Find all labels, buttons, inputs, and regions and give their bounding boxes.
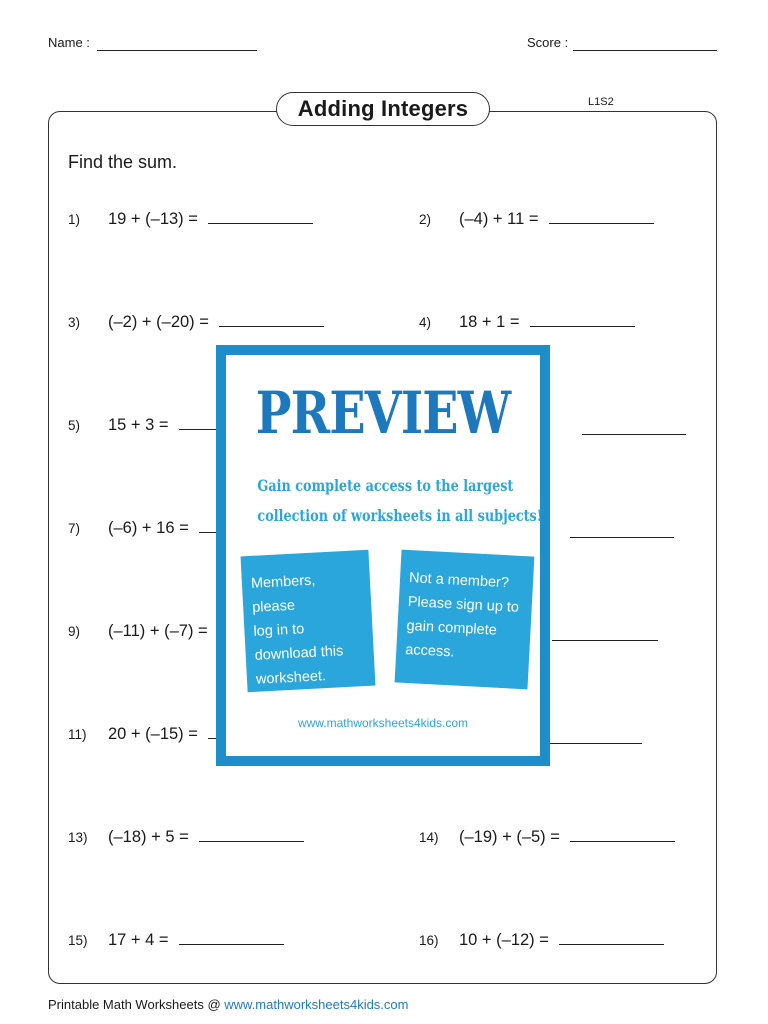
problem-expression: (–4) + 11 = — [459, 210, 539, 228]
problem-expression: 18 + 1 = — [459, 313, 520, 331]
problem-4 — [419, 313, 635, 332]
signup-card-line: gain complete — [406, 617, 498, 639]
answer-line[interactable] — [570, 840, 675, 842]
answer-line[interactable] — [199, 840, 304, 842]
problem-15 — [68, 931, 284, 950]
score-field[interactable] — [573, 50, 717, 51]
preview-subtitle — [257, 471, 543, 531]
level-code: L1S2 — [588, 96, 614, 108]
members-card-line: worksheet. — [255, 668, 327, 688]
answer-line-12[interactable] — [550, 743, 642, 744]
problem-number: 7) — [68, 521, 81, 536]
footer-text: Printable Math Worksheets @ — [48, 997, 225, 1012]
signup-card-line: Not a member? — [408, 570, 510, 592]
problem-3 — [68, 313, 324, 332]
answer-line[interactable] — [530, 325, 635, 327]
answer-line-10[interactable] — [552, 640, 658, 641]
footer-link[interactable]: www.mathworksheets4kids.com — [224, 997, 409, 1012]
preview-overlay — [216, 345, 550, 766]
preview-subtitle-line2: collection of worksheets in all subjects! — [257, 506, 543, 525]
problem-expression: (–6) + 16 = — [108, 519, 189, 537]
problem-2 — [419, 210, 654, 229]
problem-number: 5) — [68, 418, 81, 433]
problem-expression: (–18) + 5 = — [108, 828, 189, 846]
problem-16 — [419, 931, 664, 950]
problem-number: 4) — [419, 315, 432, 330]
answer-line[interactable] — [549, 222, 654, 224]
problem-expression: (–11) + (–7) = — [108, 622, 208, 640]
preview-panel — [226, 355, 543, 756]
problem-number: 14) — [419, 830, 439, 845]
problem-expression: 15 + 3 = — [108, 416, 169, 434]
signup-card[interactable] — [395, 550, 535, 690]
worksheet-title — [276, 92, 490, 126]
problem-14 — [419, 828, 675, 847]
name-label: Name : — [48, 35, 90, 50]
problem-number: 13) — [68, 830, 88, 845]
members-login-card[interactable] — [241, 550, 376, 693]
members-card-line: Members, please — [250, 572, 316, 616]
preview-title: PREVIEW — [255, 379, 511, 447]
problem-number: 9) — [68, 624, 81, 639]
preview-url-link[interactable]: www.mathworksheets4kids.com — [297, 716, 469, 730]
score-label: Score : — [527, 35, 569, 50]
name-field[interactable] — [97, 50, 257, 51]
problem-expression: (–2) + (–20) = — [108, 313, 209, 331]
answer-line-8[interactable] — [570, 537, 674, 538]
members-card-line: download this — [254, 643, 344, 664]
answer-line[interactable] — [179, 943, 284, 945]
answer-line-6[interactable] — [582, 434, 686, 435]
problem-expression: 20 + (–15) = — [108, 725, 198, 743]
problem-expression: (–19) + (–5) = — [459, 828, 560, 846]
answer-line[interactable] — [559, 943, 664, 945]
worksheet-title-text: Adding Integers — [297, 96, 469, 121]
preview-subtitle-line1: Gain complete access to the largest — [257, 476, 514, 495]
problem-number: 11) — [68, 727, 87, 742]
problem-expression: 19 + (–13) = — [108, 210, 198, 228]
problem-expression: 10 + (–12) = — [459, 931, 549, 949]
problem-1 — [68, 210, 313, 229]
signup-card-line: Please sign up to — [407, 594, 520, 616]
problem-number: 16) — [419, 933, 439, 948]
answer-line[interactable] — [219, 325, 324, 327]
problem-number: 15) — [68, 933, 88, 948]
problem-13 — [68, 828, 304, 847]
problem-number: 3) — [68, 315, 81, 330]
footer — [48, 997, 408, 1012]
members-card-line: log in to — [253, 621, 305, 640]
problem-number: 2) — [419, 212, 432, 227]
answer-line[interactable] — [208, 222, 313, 224]
problem-expression: 17 + 4 = — [108, 931, 169, 949]
signup-card-line: access. — [404, 641, 455, 661]
instructions: Find the sum. — [68, 152, 178, 172]
problem-number: 1) — [68, 212, 81, 227]
